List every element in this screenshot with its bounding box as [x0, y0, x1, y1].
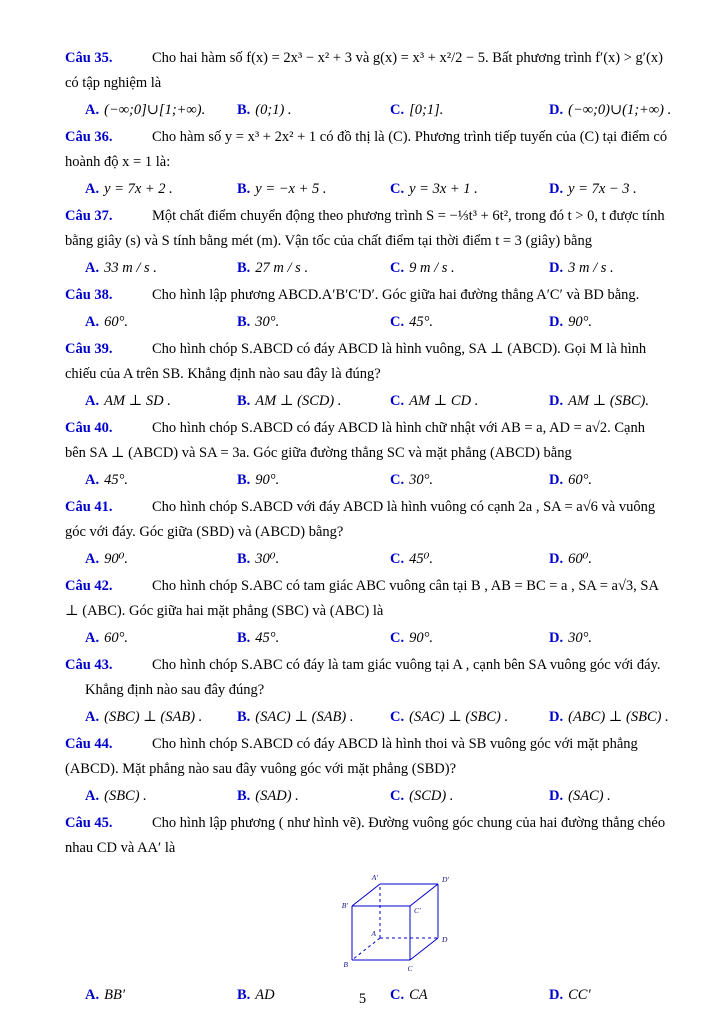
option-d	[549, 626, 669, 651]
option-letter: C.	[390, 630, 405, 646]
option-d	[549, 389, 669, 414]
question-text: Cho hình chóp S.ABCD có đáy ABCD là hình chữ nhật với AB = a, AD = a√2. Cạnh bên SA ⊥ (ABCD) và SA = 3a. Góc giữa đường thẳng SC và mặt phẳng (ABCD) bằng	[65, 420, 645, 461]
option-letter: A.	[85, 472, 100, 488]
question-paragraph	[65, 125, 669, 175]
option-letter: B.	[237, 314, 251, 330]
option-d	[549, 98, 671, 123]
option-text: 90°.	[409, 630, 434, 646]
option-text: (SBC) .	[104, 788, 147, 804]
option-c	[390, 547, 549, 572]
option-letter: D.	[549, 181, 564, 197]
option-text: (−∞;0)∪(1;+∞) .	[568, 102, 672, 118]
option-text: 90⁰.	[104, 551, 129, 567]
question-paragraph	[65, 811, 669, 861]
question-paragraph	[65, 46, 669, 96]
question-42	[65, 574, 669, 651]
option-text: 30°.	[409, 472, 434, 488]
option-c	[390, 784, 549, 809]
option-letter: C.	[390, 788, 405, 804]
question-label: Câu 36.	[65, 129, 113, 145]
option-text: (0;1) .	[255, 102, 292, 118]
option-b	[237, 705, 390, 730]
question-paragraph	[65, 574, 669, 624]
cube-hidden-edge	[352, 938, 380, 960]
option-letter: C.	[390, 314, 405, 330]
question-39	[65, 337, 669, 414]
question-label: Câu 45.	[65, 815, 113, 831]
option-c	[390, 98, 549, 123]
question-text: Cho hình lập phương ( như hình vẽ). Đường vuông góc chung của hai đường thẳng chéo nhau CD và AA′ là	[65, 815, 666, 856]
option-text: 3 m / s .	[568, 260, 614, 276]
option-c	[390, 177, 549, 202]
option-letter: C.	[390, 393, 405, 409]
option-text: y = 7x − 3 .	[568, 181, 637, 197]
cube-vertex-label: B′	[341, 901, 348, 910]
option-letter: A.	[85, 181, 100, 197]
option-c	[390, 310, 549, 335]
option-b	[237, 626, 390, 651]
option-letter: B.	[237, 472, 251, 488]
options-row	[65, 468, 669, 493]
option-b	[237, 98, 390, 123]
option-text: 45⁰.	[409, 551, 434, 567]
option-text: BB′	[104, 987, 125, 1003]
cube-vertex-label: A′	[371, 873, 378, 882]
option-text: 30°.	[255, 314, 280, 330]
question-label: Câu 37.	[65, 208, 113, 224]
option-b	[237, 547, 390, 572]
option-text: (SCD) .	[409, 788, 454, 804]
option-a	[85, 389, 237, 414]
option-text: (−∞;0]∪[1;+∞).	[104, 102, 206, 118]
option-c	[390, 705, 549, 730]
option-d	[549, 705, 669, 730]
option-b	[237, 177, 390, 202]
question-paragraph	[65, 653, 669, 678]
question-text: Cho hình chóp S.ABCD với đáy ABCD là hình vuông có cạnh 2a , SA = a√6 và vuông góc với đáy. Góc giữa (SBD) và (ABCD) bằng?	[65, 499, 656, 540]
options-row	[65, 177, 669, 202]
question-paragraph	[65, 732, 669, 782]
question-37	[65, 204, 669, 281]
option-a	[85, 547, 237, 572]
option-letter: A.	[85, 630, 100, 646]
option-a	[85, 784, 237, 809]
question-label: Câu 41.	[65, 499, 113, 515]
option-text: y = −x + 5 .	[255, 181, 327, 197]
question-label: Câu 44.	[65, 736, 113, 752]
cube-vertex-label: C	[407, 964, 413, 973]
option-letter: A.	[85, 788, 100, 804]
option-text: y = 3x + 1 .	[409, 181, 478, 197]
option-text: 90°.	[568, 314, 593, 330]
option-d	[549, 784, 669, 809]
question-36	[65, 125, 669, 202]
option-letter: A.	[85, 709, 100, 725]
page-number: 5	[358, 991, 367, 1007]
option-letter: C.	[390, 181, 405, 197]
question-text: Cho hai hàm số f(x) = 2x³ − x² + 3 và g(x) = x³ + x²/2 − 5. Bất phương trình f′(x) > g′(x) có tập nghiệm là	[65, 50, 663, 91]
question-paragraph	[65, 283, 669, 308]
option-text: 45°.	[104, 472, 129, 488]
options-row	[65, 547, 669, 572]
option-text: 33 m / s .	[104, 260, 157, 276]
option-letter: C.	[390, 472, 405, 488]
options-row	[65, 705, 669, 730]
cube-figure	[312, 864, 462, 976]
option-letter: A.	[85, 551, 100, 567]
option-text: 45°.	[409, 314, 434, 330]
option-d	[549, 310, 669, 335]
option-d	[549, 177, 669, 202]
option-letter: A.	[85, 102, 100, 118]
question-40	[65, 416, 669, 493]
question-label: Câu 42.	[65, 578, 113, 594]
question-paragraph	[65, 416, 669, 466]
option-letter: C.	[390, 551, 405, 567]
option-text: 60°.	[104, 630, 129, 646]
option-letter: B.	[237, 709, 251, 725]
option-text: (SAC) ⊥ (SBC) .	[409, 709, 509, 725]
question-text: Cho hàm số y = x³ + 2x² + 1 có đồ thị là (C). Phương trình tiếp tuyến của (C) tại điểm có hoành độ x = 1 là:	[65, 129, 668, 170]
option-letter: D.	[549, 788, 564, 804]
option-letter: C.	[390, 260, 405, 276]
option-text: CC′	[568, 987, 591, 1003]
question-43	[65, 653, 669, 730]
cube-edge	[410, 884, 438, 906]
option-letter: B.	[237, 260, 251, 276]
question-paragraph	[65, 495, 669, 545]
option-text: AM ⊥ CD .	[409, 393, 479, 409]
option-b	[237, 256, 390, 281]
option-c	[390, 256, 549, 281]
option-letter: A.	[85, 987, 100, 1003]
cube-edge	[352, 884, 380, 906]
option-letter: A.	[85, 393, 100, 409]
option-letter: B.	[237, 551, 251, 567]
question-45	[65, 811, 669, 1008]
option-text: AM ⊥ (SBC).	[568, 393, 649, 409]
option-text: CA	[409, 987, 428, 1003]
option-a	[85, 705, 237, 730]
option-letter: B.	[237, 630, 251, 646]
question-text: Cho hình chóp S.ABCD có đáy ABCD là hình thoi và SB vuông góc với mặt phẳng (ABCD). Mặt phẳng nào sau đây vuông góc với mặt phẳng (SBD)?	[65, 736, 638, 777]
question-text: Cho hình chóp S.ABC có tam giác ABC vuông cân tại B , AB = BC = a , SA = a√3, SA ⊥ (ABC). Góc giữa hai mặt phẳng (SBC) và (ABC) là	[65, 578, 659, 619]
option-letter: D.	[549, 314, 564, 330]
option-letter: C.	[390, 102, 405, 118]
option-c	[390, 389, 549, 414]
option-a	[85, 98, 237, 123]
option-text: (SAC) ⊥ (SAB) .	[255, 709, 354, 725]
option-a	[85, 468, 237, 493]
option-text: (SAD) .	[255, 788, 299, 804]
question-38	[65, 283, 669, 335]
question-label: Câu 43.	[65, 657, 113, 673]
question-text: Cho hình chóp S.ABCD có đáy ABCD là hình vuông, SA ⊥ (ABCD). Gọi M là hình chiếu của A trên SB. Khẳng định nào sau đây là đúng?	[65, 341, 647, 382]
option-d	[549, 256, 669, 281]
cube-edge	[410, 938, 438, 960]
option-letter: B.	[237, 393, 251, 409]
option-text: AM ⊥ SD .	[104, 393, 171, 409]
option-text: 90°.	[255, 472, 280, 488]
question-text2: Khẳng định nào sau đây đúng?	[85, 682, 265, 698]
question-paragraph	[65, 337, 669, 387]
option-a	[85, 626, 237, 651]
option-letter: D.	[549, 260, 564, 276]
option-letter: C.	[390, 987, 405, 1003]
cube-figure-container	[105, 864, 669, 981]
cube-vertex-label: D′	[442, 875, 450, 884]
option-letter: D.	[549, 630, 564, 646]
question-text: Cho hình chóp S.ABC có đáy là tam giác vuông tại A , cạnh bên SA vuông góc với đáy.	[152, 657, 661, 673]
option-letter: B.	[237, 987, 251, 1003]
options-row	[65, 784, 669, 809]
option-text: 60°.	[568, 472, 593, 488]
option-text: AM ⊥ (SCD) .	[255, 393, 342, 409]
option-a	[85, 310, 237, 335]
option-a	[85, 177, 237, 202]
question-label: Câu 39.	[65, 341, 113, 357]
option-text: [0;1].	[409, 102, 444, 118]
option-c	[390, 626, 549, 651]
option-letter: D.	[549, 987, 564, 1003]
option-letter: D.	[549, 393, 564, 409]
option-text: (SAC) .	[568, 788, 611, 804]
option-text: 30°.	[568, 630, 593, 646]
option-b	[237, 310, 390, 335]
question-41	[65, 495, 669, 572]
options-row	[65, 626, 669, 651]
option-text: (ABC) ⊥ (SBC) .	[568, 709, 669, 725]
question-text: Cho hình lập phương ABCD.A′B′C′D′. Góc giữa hai đường thẳng A′C′ và BD bằng.	[152, 287, 640, 303]
option-b	[237, 389, 390, 414]
option-text: 45°.	[255, 630, 280, 646]
option-text: 60⁰.	[568, 551, 593, 567]
option-text: 60°.	[104, 314, 129, 330]
option-d	[549, 468, 669, 493]
option-letter: C.	[390, 709, 405, 725]
option-text: y = 7x + 2 .	[104, 181, 173, 197]
option-letter: B.	[237, 102, 251, 118]
options-row	[65, 310, 669, 335]
option-letter: D.	[549, 709, 564, 725]
question-text: Một chất điểm chuyển động theo phương trình S = −⅓t³ + 6t², trong đó t > 0, t được tính bằng giây (s) và S tính bằng mét (m). Vận tốc của chất điểm tại thời điểm t = 3 (giây) bằng	[65, 208, 665, 249]
question-35	[65, 46, 672, 123]
option-b	[237, 784, 390, 809]
question-label: Câu 40.	[65, 420, 113, 436]
options-row	[65, 256, 669, 281]
cube-vertex-label: C′	[414, 906, 421, 915]
option-letter: B.	[237, 181, 251, 197]
option-letter: A.	[85, 314, 100, 330]
question-label: Câu 38.	[65, 287, 113, 303]
option-b	[237, 468, 390, 493]
option-a	[85, 256, 237, 281]
option-letter: D.	[549, 551, 564, 567]
question-paragraph	[65, 204, 669, 254]
option-text: AD	[255, 987, 275, 1003]
cube-vertex-label: A	[371, 929, 376, 938]
question-label: Câu 35.	[65, 50, 113, 66]
option-text: 9 m / s .	[409, 260, 455, 276]
option-text: (SBC) ⊥ (SAB) .	[104, 709, 203, 725]
cube-vertex-label: D	[442, 935, 448, 944]
option-c	[390, 468, 549, 493]
option-letter: B.	[237, 788, 251, 804]
options-row	[65, 389, 669, 414]
option-letter: A.	[85, 260, 100, 276]
option-letter: D.	[549, 102, 564, 118]
option-text: 30⁰.	[255, 551, 280, 567]
question-44	[65, 732, 669, 809]
option-d	[549, 547, 669, 572]
option-letter: D.	[549, 472, 564, 488]
option-text: 27 m / s .	[255, 260, 309, 276]
cube-vertex-label: B	[343, 960, 348, 969]
options-row	[65, 98, 672, 123]
